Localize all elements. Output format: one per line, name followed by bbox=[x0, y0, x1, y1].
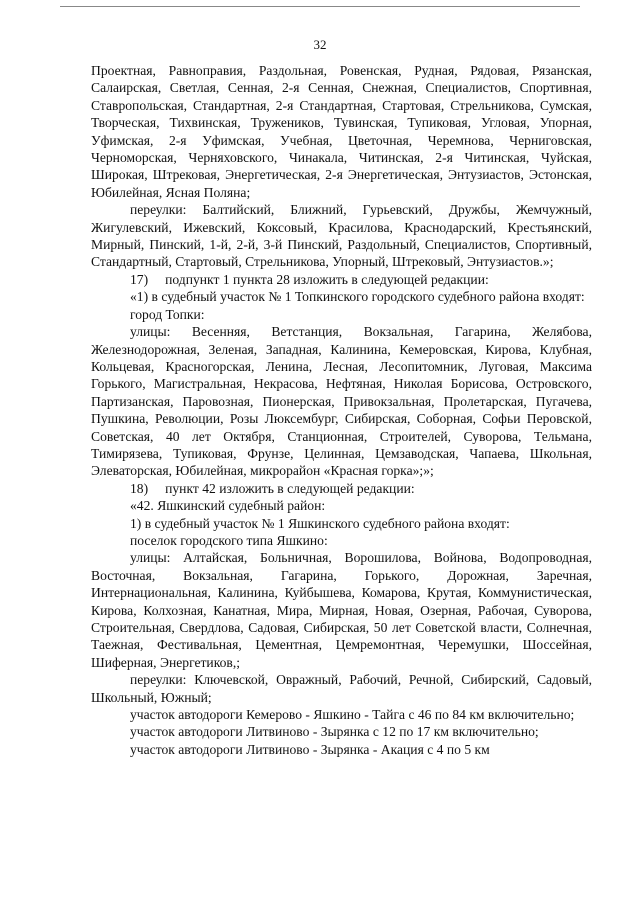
road-segment-litvinovo-zyryanka-akatsiya: участок автодороги Литвиново - Зырянка - Акация с 4 по 5 км bbox=[130, 741, 490, 757]
yashkino-lanes-list: переулки: Ключевской, Овражный, Рабочий, Речной, Сибирский, Садовый, Школьный, Южный; bbox=[91, 672, 592, 705]
city-topki-label: город Топки: bbox=[130, 306, 205, 322]
lanes-list: переулки: Балтийский, Ближний, Гурьевский, Дружбы, Жемчужный, Жигулевский, Ижевский, Коксовый, Красилова, Краснодарский, Крестьянский, Мирный, Пинский, 1-й, 2-й, 3-й Пинский, Раздольный, Специалистов, Спортивный, Стандартный, Стартовый, Стрельникова, Упорный, Штрековый, Энтузиастов.»; bbox=[91, 202, 592, 270]
yashkino-precinct-1-heading: 1) в судебный участок № 1 Яшкинского судебного района входят: bbox=[130, 515, 510, 531]
road-segment-kemerovo-yashkino-taiga: участок автодороги Кемерово - Яшкино - Тайга с 46 по 84 км включительно; bbox=[130, 707, 575, 723]
yashkino-district-heading: «42. Яшкинский судебный район: bbox=[130, 498, 326, 514]
street-list-continuation: Проектная, Равноправия, Раздольная, Ровенская, Рудная, Рядовая, Рязанская, Салаирская, Светлая, Сенная, 2-я Сенная, Снежная, Специалистов, Спортивная, Ставропольская, Стандартная, 2-я Стандартная, Стартовая, Стрельникова, Сумская, Творческая, Тихвинская, Тружеников, Тувинская, Тупиковая, Угловая, Упорная, Уфимская, 2-я Уфимская, Учебная, Цветочная, Черемнова, Черниговская, Черноморская, Черняховского, Чинакала, Читинская, 2-я Читинская, Чуйская, Широкая, Штрековая, Энергетическая, 2-я Энергетическая, Энтузиастов, Эстонская, Юбилейная, Ясная Поляна; bbox=[91, 63, 592, 200]
topki-streets-list: улицы: Весенняя, Ветстанция, Вокзальная, Гагарина, Желябова, Железнодорожная, Зеленая, Западная, Калинина, Кемеровская, Кирова, Клубная, Кольцевая, Красногорская, Ленина, Лесная, Лесопитомник, Луговая, Максима Горького, Магистральная, Некрасова, Нефтяная, Николая Борисова, Островского, Партизанская, Паровозная, Пионерская, Привокзальная, Пролетарская, Пугачева, Пушкина, Революции, Розы Люксембург, Сибирская, Соборная, Софьи Перовской, Советская, 40 лет Октября, Станционная, Строителей, Суворова, Тельмана, Тимирязева, Тупиковая, Фрунзе, Целинная, Цемзаводская, Чапаева, Школьная, Элеваторская, Юбилейная, микрорайон «Красная горка»;»; bbox=[91, 324, 592, 479]
yashkino-streets-list: улицы: Алтайская, Больничная, Ворошилова, Войнова, Водопроводная, Восточная, Вокзальная, Гагарина, Горького, Дорожная, Заречная, Интернациональная, Калинина, Куйбышева, Комарова, Крутая, Коммунистическая, Кирова, Колхозная, Канатная, Мира, Мирная, Новая, Озерная, Рабочая, Суворова, Строительная, Свердлова, Садовая, Сибирская, 50 лет Советской власти, Солнечная, Таежная, Фестивальная, Цементная, Цемремонтная, Черемушки, Шоссейная, Шиферная, Энергетиков,; bbox=[91, 550, 592, 670]
top-border-line bbox=[60, 6, 580, 7]
page-number: 32 bbox=[313, 37, 327, 52]
amendment-item-17: 17) подпункт 1 пункта 28 изложить в следующей редакции: bbox=[130, 271, 489, 287]
amendment-item-18: 18) пункт 42 изложить в следующей редакции: bbox=[130, 480, 415, 496]
document-body bbox=[91, 62, 592, 758]
yashkino-settlement-label: поселок городского типа Яшкино: bbox=[130, 532, 328, 548]
topki-district-heading: «1) в судебный участок № 1 Топкинского городского судебного района входят: bbox=[130, 289, 585, 305]
road-segment-litvinovo-zyryanka: участок автодороги Литвиново - Зырянка с 12 по 17 км включительно; bbox=[130, 724, 539, 740]
